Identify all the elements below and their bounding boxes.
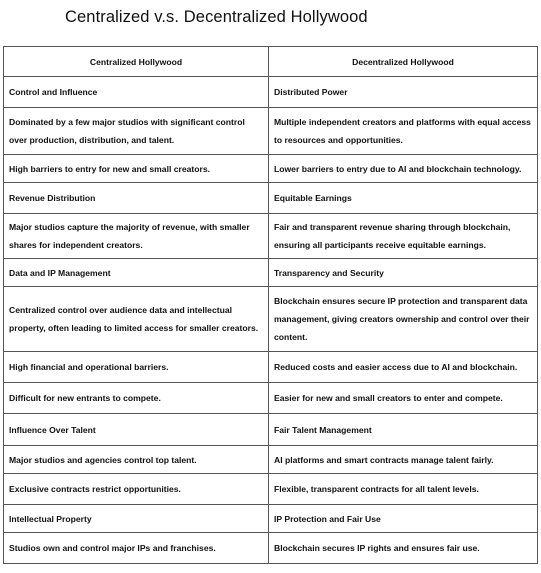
table-cell-centralized: Revenue Distribution [4,183,269,214]
table-row [4,155,538,183]
header-decentralized: Decentralized Hollywood [269,47,538,77]
table-cell-centralized: Studios own and control major IPs and franchises. [4,533,269,564]
table-row [4,505,538,533]
table-cell-centralized: Major studios capture the majority of revenue, with smaller shares for independent creators. [4,214,269,259]
table-cell-centralized: Influence Over Talent [4,414,269,446]
table-cell-decentralized: Flexible, transparent contracts for all talent levels. [269,474,538,505]
table-row [4,108,538,155]
table-cell-centralized: High barriers to entry for new and small creators. [4,155,269,183]
table-cell-decentralized: Fair Talent Management [269,414,538,446]
table-cell-decentralized: Blockchain secures IP rights and ensures fair use. [269,533,538,564]
table-cell-centralized: Difficult for new entrants to compete. [4,383,269,414]
table-cell-decentralized: IP Protection and Fair Use [269,505,538,533]
table-cell-decentralized: Blockchain ensures secure IP protection and transparent data management, giving creators ownership and control over their content. [269,287,538,352]
table-cell-centralized: Intellectual Property [4,505,269,533]
table-row [4,352,538,383]
table-row [4,533,538,564]
table-cell-decentralized: AI platforms and smart contracts manage talent fairly. [269,446,538,474]
header-centralized: Centralized Hollywood [4,47,269,77]
table-cell-decentralized: Reduced costs and easier access due to AI and blockchain. [269,352,538,383]
document-title: Centralized v.s. Decentralized Hollywood [65,8,368,26]
table-row [4,383,538,414]
table-header-row [4,47,538,77]
table-row [4,446,538,474]
table-row [4,414,538,446]
table-cell-centralized: Exclusive contracts restrict opportunities. [4,474,269,505]
table-cell-decentralized: Distributed Power [269,77,538,108]
table-row [4,214,538,259]
table-cell-decentralized: Equitable Earnings [269,183,538,214]
table-cell-centralized: Data and IP Management [4,259,269,287]
comparison-table [3,46,538,564]
table-cell-centralized: High financial and operational barriers. [4,352,269,383]
table-cell-centralized: Centralized control over audience data and intellectual property, often leading to limited access for smaller creators. [4,287,269,352]
table-row [4,259,538,287]
table-cell-centralized: Major studios and agencies control top talent. [4,446,269,474]
table-cell-decentralized: Fair and transparent revenue sharing through blockchain, ensuring all participants receive equitable earnings. [269,214,538,259]
table-row [4,183,538,214]
table-row [4,77,538,108]
table-cell-centralized: Control and Influence [4,77,269,108]
table-row [4,287,538,352]
table-cell-decentralized: Multiple independent creators and platforms with equal access to resources and opportunities. [269,108,538,155]
table-cell-centralized: Dominated by a few major studios with significant control over production, distribution, and talent. [4,108,269,155]
table-cell-decentralized: Transparency and Security [269,259,538,287]
table-cell-decentralized: Lower barriers to entry due to AI and blockchain technology. [269,155,538,183]
table-row [4,474,538,505]
table-cell-decentralized: Easier for new and small creators to enter and compete. [269,383,538,414]
